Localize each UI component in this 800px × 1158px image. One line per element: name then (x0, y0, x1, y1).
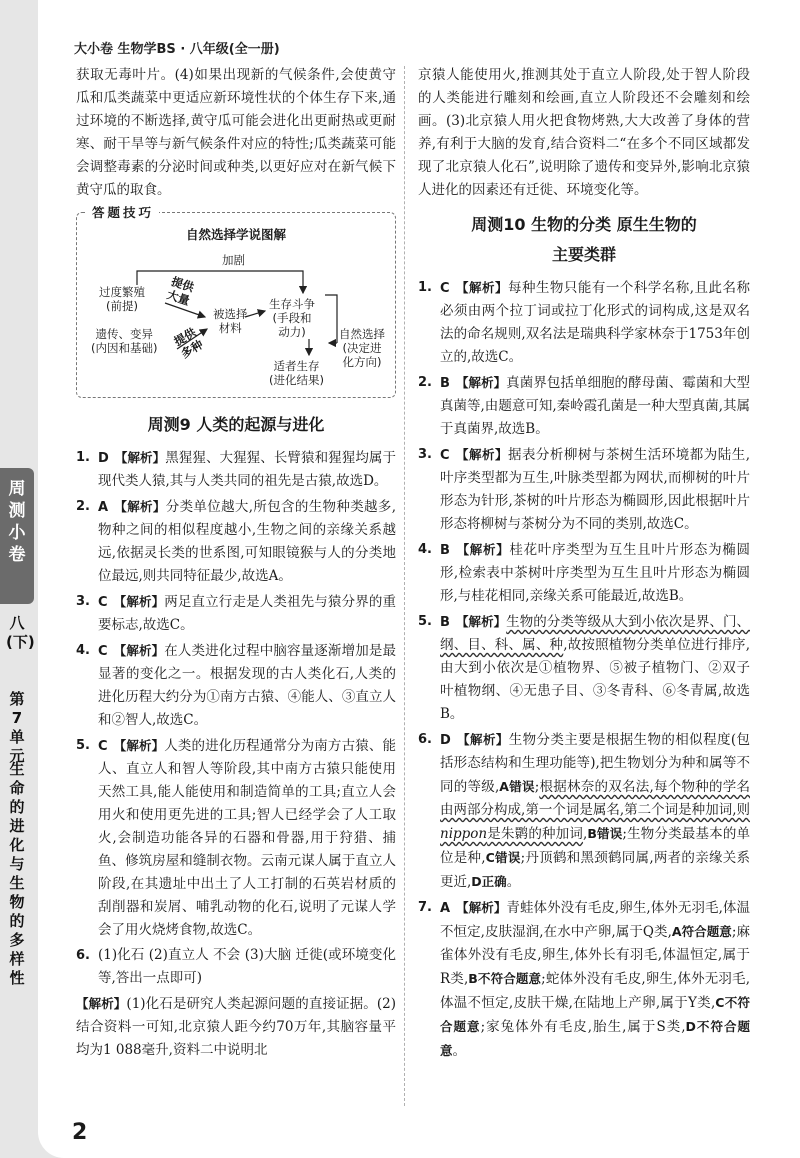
side-unit: 第7单元 (9, 690, 25, 765)
diagram-title: 自然选择学说图解 (185, 227, 286, 242)
answer-tips-box (76, 205, 396, 398)
label-heredity-variation: 遗传、变异 (内因和基础) (91, 327, 158, 355)
answer-tips-title: 答题技巧 (87, 203, 159, 221)
answer-item: 4. B 【解析】桂花叶序类型为互生且叶片形态为椭圆形,检索表中茶树叶序类型为互生且叶片形态为椭圆形,与桂花相同,亲缘关系可能最近,故选B。 (418, 542, 750, 604)
continued-answer-text: 获取无毒叶片。(4)如果出现新的气候条件,会使黄守瓜和瓜类蔬菜中更适应新环境性状的个体生存下来,通过环境的不断选择,黄守瓜可能会进化出更耐热或更耐寒、耐干旱等与新气候条件对应的特性;瓜类蔬菜可能会调整毒素的分泌时间或种类,以更好应对在新气候下黄守瓜的取食。 (76, 67, 396, 198)
label-provide-many: 提供 大量 (165, 274, 196, 308)
label-intensify: 加剧 (222, 253, 245, 267)
label-natural-selection: 自然选择 (决定进 化方向) (339, 327, 385, 369)
column-divider (404, 66, 405, 1106)
left-column (76, 64, 396, 1064)
answer-item: 7. A 【解析】青蛙体外没有毛皮,卵生,体外无羽毛,体温不恒定,皮肤湿润,在水中产卵,属于Q类,A符合题意;麻雀体外没有毛皮,卵生,体外长有羽毛,体温恒定,属于R类,B不符合题意;蛇体外没有毛皮,卵生,体外无羽毛,体温不恒定,皮肤干燥,在陆地上产卵,属于Y类,C不符合题意;家兔体外有毛皮,胎生,属于S类,D不符合题意。 (418, 900, 750, 1059)
label-struggle: 生存斗争 (手段和 动力) (269, 297, 315, 339)
page-number: 2 (72, 1120, 88, 1145)
answer-item: 4. C 【解析】在人类进化过程中脑容量逐渐增加是最显著的变化之一。根据发现的古人类化石,人类的进化历程大约分为①南方古猿、④能人、③直立人和②智人,故选C。 (76, 643, 396, 728)
section-title-week10-line2: 主要类群 (551, 245, 616, 264)
label-survival-fittest: 适者生存 (进化结果) (269, 359, 324, 387)
label-overproduction: 过度繁殖 (前提) (99, 285, 145, 313)
arrow-intensify (137, 271, 303, 293)
answer-item: 2. B 【解析】真菌界包括单细胞的酵母菌、霉菌和大型真菌等,由题意可知,秦岭霞孔菌是一种大型真菌,其属于真菌界,故选B。 (418, 375, 750, 437)
section-title-week10: 周测10 生物的分类 原生生物的 (471, 215, 697, 234)
continued-analysis-text: 京猿人能使用火,推测其处于直立人阶段,处于智人阶段的人类能进行雕刻和绘画,直立人阶段还不会雕刻和绘画。(3)北京猿人用火把食物烤熟,大大改善了身体的营养,有利于大脑的发育,结合资料二“在多个不同区域都发现了北京猿人化石”,说明除了遗传和变异外,影响北京猿人进化的因素还有迁徙、环境变化等。 (418, 67, 750, 198)
section-title-week9: 周测9 人类的起源与进化 (147, 415, 325, 434)
side-topic: 生命的进化与生物的多样性 (9, 760, 25, 987)
analysis-text: 【解析】(1)化石是研究人类起源问题的直接证据。(2)结合资料一可知,北京猿人距今约70万年,其脑容量平均为1 088毫升,资料二中说明北 (76, 996, 396, 1058)
answer-item: 1. C 【解析】每种生物只能有一个科学名称,且此名称必须由两个拉丁词或拉丁化形式的词构成,这是双名法的命名规则,双名法是瑞典科学家林奈于1753年创立的,故选C。 (418, 280, 750, 365)
answer-item: 3. C 【解析】两足直立行走是人类祖先与猿分界的重要标志,故选C。 (76, 594, 396, 633)
answer-item: 1. D 【解析】黑猩猩、大猩猩、长臂猿和猩猩均属于现代类人猿,其与人类共同的祖先是古猿,故选D。 (76, 450, 396, 489)
answer-item: 5. C 【解析】人类的进化历程通常分为南方古猿、能人、直立人和智人等阶段,其中南方古猿只能使用天然工具,能人能使用和制造简单的工具;直立人会用火和使用更先进的工具;智人已经学会了人工取火,会制造功能各异的石器和骨器,用于狩猎、捕鱼、修筑房屋和缝制衣物。云南元谋人属于直立人阶段,在其遗址中出土了人工打制的石英岩材质的刮削器和炭屑、哺乳动物的化石,说明了元谋人学会了用火烧烤食物,故选C。 (76, 738, 396, 938)
bracket-natural-selection (325, 295, 337, 343)
side-grade: 八(下) (6, 614, 35, 651)
label-provide-various: 提供 多种 (171, 325, 206, 361)
answer-item: 3. C 【解析】据表分析柳树与茶树生活环境都为陆生,叶序类型都为互生,叶脉类型都为网状,而柳树的叶片形态为针形,茶树的叶片形态为椭圆形,因此根据叶片形态将柳树与茶树分为不同的类别,故选C。 (418, 447, 750, 532)
running-header: 大小卷 生物学BS · 八年级(全一册) (74, 42, 280, 57)
side-tab-label: 周测小卷 (8, 479, 26, 565)
right-column (418, 64, 750, 1065)
arrow-to-struggle (245, 311, 265, 317)
side-tab[interactable] (0, 468, 34, 604)
answer-item: 6. (1)化石 (2)直立人 不会 (3)大脑 迁徙(或环境变化等,答出一点即可) (76, 947, 396, 986)
answer-item: 5. B 【解析】生物的分类等级从大到小依次是界、门、纲、目、科、属、种,故按照植物分类单位进行排序,由大到小依次是①植物界、⑤被子植物门、②双子叶植物纲、④无患子目、③冬青科、⑥冬青属,故选B。 (418, 614, 750, 722)
label-selected-material: 被选择 材料 (213, 307, 248, 335)
answer-item: 2. A 【解析】分类单位越大,所包含的生物种类越多,物种之间的相似程度越小,生物之间的亲缘关系越远,依据灵长类的世系图,可知眼镜猴与人的分类地位最远,则共同特征最少,故选A。 (76, 499, 396, 584)
answer-item: 6. D 【解析】生物分类主要是根据生物的相似程度(包括形态结构和生理功能等),把生物划分为种和属等不同的等级,A错误;根据林奈的双名法,每个物种的学名由两部分构成,第一个词是属名,第二个词是种加词,则nippon是朱鹮的种加词,B错误;生物分类最基本的单位是种,C错误;丹顶鹤和黑颈鹤同属,两者的亲缘关系更近,D正确。 (418, 732, 751, 890)
